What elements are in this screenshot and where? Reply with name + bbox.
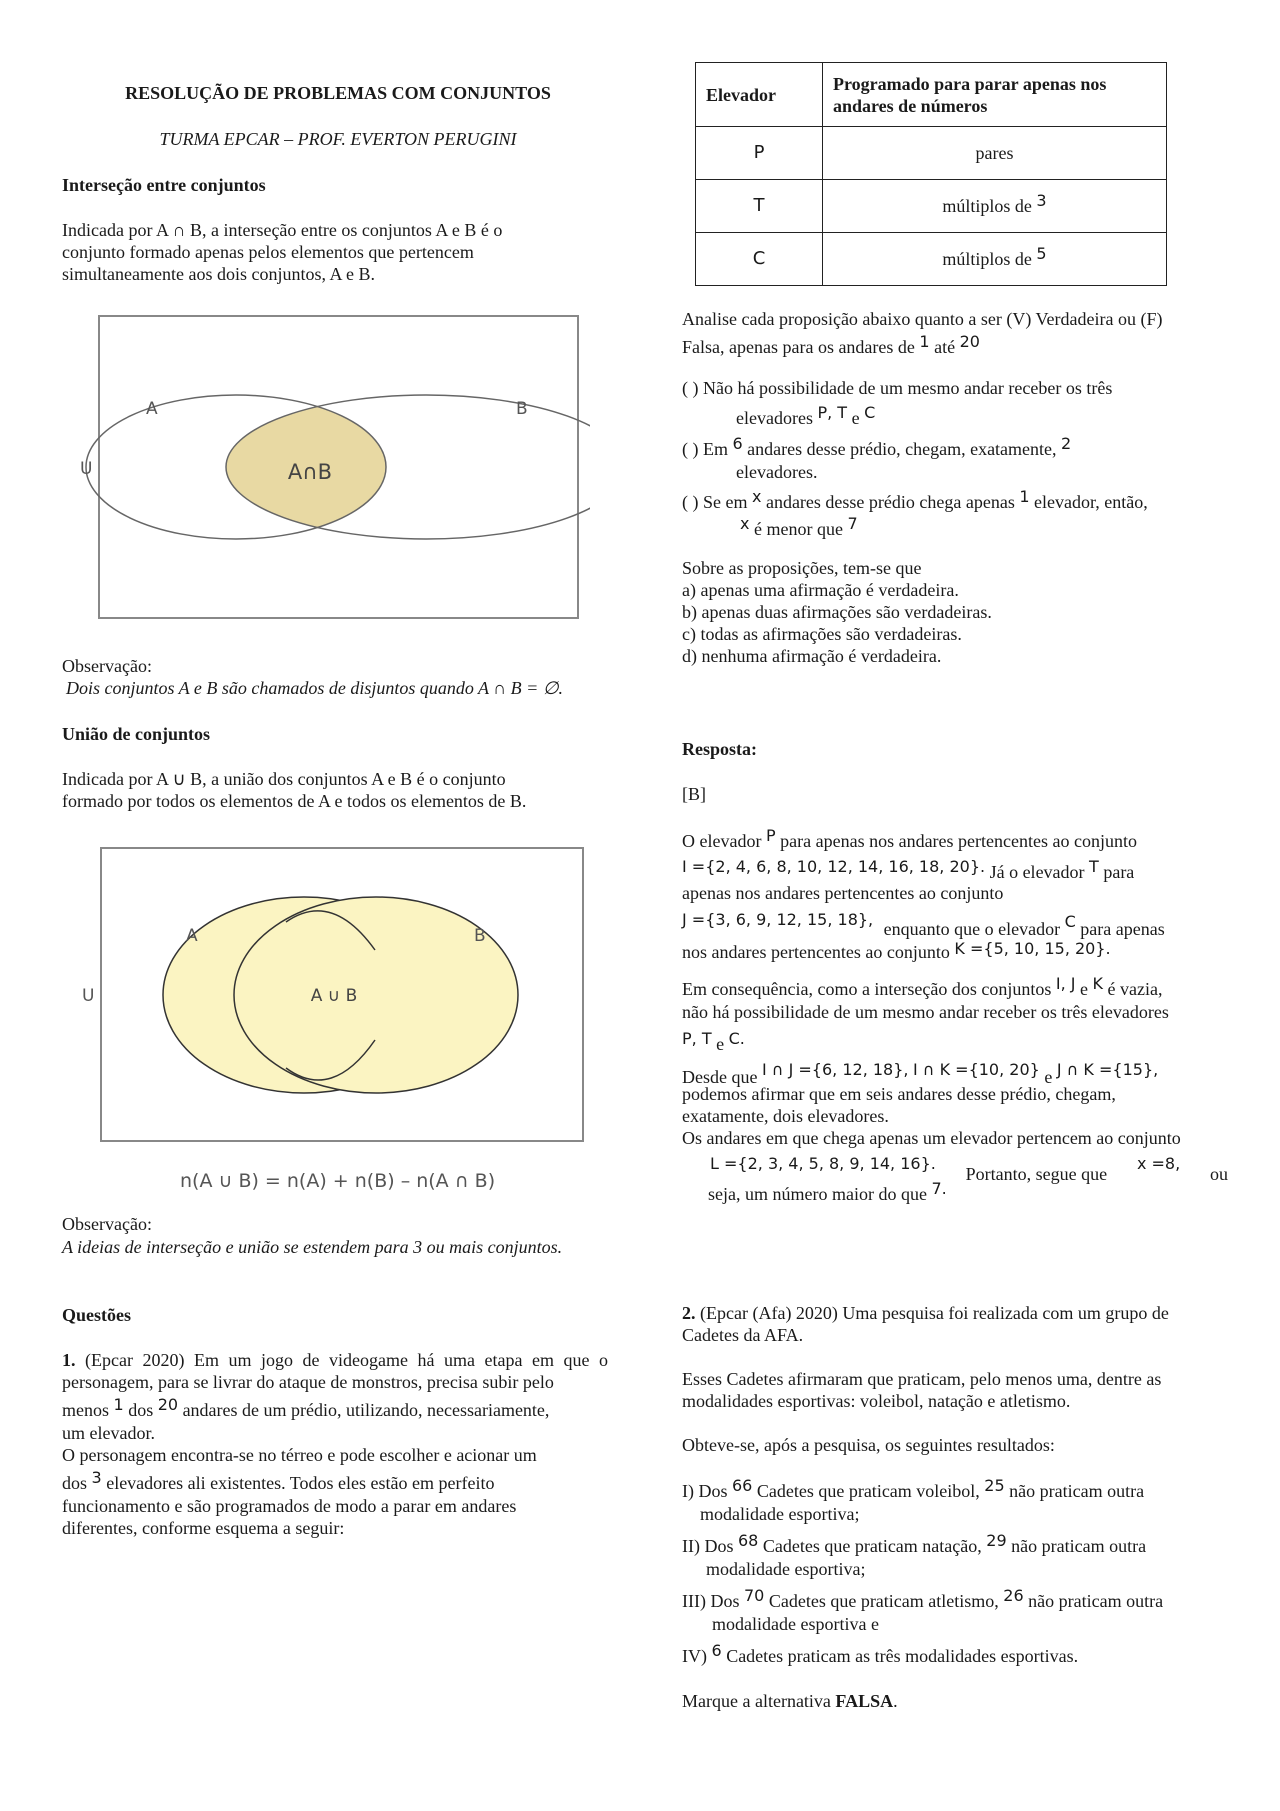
floors-text: pares (975, 143, 1014, 163)
symbol: P, T (817, 403, 848, 422)
union-observation-label: Observação: (62, 1214, 152, 1234)
text: e (1080, 979, 1088, 999)
symbol: x (740, 514, 750, 533)
answer-line: Os andares em que chega apenas um elevador pertencem ao conjunto (682, 1128, 1181, 1148)
table-cell-floors (823, 180, 1167, 233)
result-item (682, 1476, 1230, 1503)
question-2-line: Obteve-se, após a pesquisa, os seguintes resultados: (682, 1435, 1055, 1455)
number: 1 (919, 332, 930, 351)
text: menos (62, 1400, 109, 1420)
text: andares de um prédio, utilizando, necessariamente, (182, 1400, 550, 1420)
answer-line: apenas nos andares pertencentes ao conjunto (682, 883, 1004, 903)
floors-text: múltiplos de (942, 248, 1032, 269)
question-1-line: funcionamento e são programados de modo a parar em andares (62, 1496, 517, 1516)
text: (Epcar (Afa) 2020) Uma pesquisa foi realizada com um grupo de (700, 1303, 1169, 1323)
number: 7 (847, 514, 858, 533)
text: enquanto que o elevador (883, 919, 1061, 939)
set-ik: I ∩ K ={10, 20} (912, 1060, 1040, 1079)
text: III) Dos (682, 1591, 740, 1611)
table-cell-elevator: P (696, 127, 823, 180)
question-1-line: O personagem encontra-se no térreo e pode escolher e acionar um (62, 1445, 537, 1465)
intersection-label: A∩B (287, 460, 333, 484)
symbol: P, T (682, 1029, 712, 1048)
question-1-line: diferentes, conforme esquema a seguir: (62, 1518, 345, 1538)
answer-line (682, 941, 1230, 964)
floors-number: 5 (1036, 243, 1047, 263)
text: ( ) Em (682, 439, 728, 459)
text: Em consequência, como a interseção dos conjuntos (682, 979, 1052, 999)
proposition-line (740, 514, 1230, 541)
question-1 (62, 1349, 608, 1539)
number: 6 (732, 434, 743, 453)
number: 3 (91, 1468, 102, 1487)
text: II) Dos (682, 1536, 734, 1556)
symbol: I, J (1055, 974, 1076, 993)
set-jk: J ∩ K ={15}, (1056, 1060, 1159, 1079)
answer-line (710, 1153, 1228, 1184)
text: Cadetes praticam as três modalidades esportivas. (726, 1646, 1079, 1666)
answer-line (682, 826, 1230, 853)
text: não praticam outra (1011, 1536, 1147, 1556)
text: elevadores. (736, 462, 818, 482)
text: . (893, 1691, 898, 1711)
set-a-label: A (186, 926, 198, 946)
option-a: a) apenas uma afirmação é verdadeira. (682, 580, 959, 600)
options (682, 557, 1230, 667)
number: 26 (1003, 1586, 1024, 1605)
text: I) Dos (682, 1481, 728, 1501)
result-item-line: modalidade esportiva; (706, 1559, 866, 1579)
text: Desde que (682, 1067, 758, 1087)
set-j: J ={3, 6, 9, 12, 15, 18}, (682, 910, 874, 929)
number: 1 (113, 1395, 124, 1414)
elevator-table (695, 62, 1167, 286)
text: andares desse prédio chega apenas (765, 492, 1015, 512)
text: IV) (682, 1646, 707, 1666)
union-text-line: formado por todos os elementos de A e todos os elementos de B. (62, 791, 527, 811)
number: 6 (711, 1641, 722, 1660)
text: nos andares pertencentes ao conjunto (682, 942, 950, 962)
result-item-line: modalidade esportiva e (712, 1614, 879, 1634)
intersection-text-line: Indicada por A ∩ B, a interseção entre os conjuntos A e B é o (62, 220, 503, 240)
set-i: I ={2, 4, 6, 8, 10, 12, 14, 16, 18, 20}. (682, 857, 986, 876)
union-formula: n(A ∪ B) = n(A) + n(B) – n(A ∩ B) (180, 1170, 496, 1192)
text: ou (1210, 1164, 1228, 1184)
union-text-line: Indicada por A ∪ B, a união dos conjuntos A e B é o conjunto (62, 769, 506, 789)
answer-heading: Resposta: (682, 739, 757, 759)
set-ij: I ∩ J ={6, 12, 18}, (761, 1060, 909, 1079)
intersection-text-line: simultaneamente aos dois conjuntos, A e B. (62, 264, 375, 284)
question-2-number: 2. (682, 1303, 696, 1323)
proposition-3 (682, 487, 1230, 541)
table-cell-floors (823, 127, 1167, 180)
text: O elevador (682, 831, 762, 851)
text: ( ) Não há possibilidade de um mesmo andar receber os três (682, 378, 1113, 398)
symbol: x =8, (1136, 1154, 1181, 1173)
text: até (934, 337, 956, 357)
text: elevador, então, (1034, 492, 1148, 512)
option-c: c) todas as afirmações são verdadeiras. (682, 624, 962, 644)
text: Falsa, apenas para os andares de (682, 337, 915, 357)
question-2 (682, 1302, 1230, 1712)
question-1-line (62, 1468, 608, 1495)
number: 7. (931, 1179, 947, 1198)
text: elevadores (736, 408, 813, 428)
symbol: C (864, 403, 876, 422)
text: para (1103, 862, 1135, 882)
question-2-line (682, 1302, 1230, 1324)
question-1-line (62, 1349, 608, 1371)
proposition-1 (682, 377, 1230, 430)
number: 29 (986, 1531, 1007, 1550)
symbol: C. (728, 1029, 745, 1048)
table-header-program: Programado para parar apenas nos andares de números (823, 63, 1167, 127)
answer-line: podemos afirmar que em seis andares desse prédio, chegam, (682, 1084, 1116, 1104)
result-item-line: modalidade esportiva; (700, 1504, 860, 1524)
set-k: K ={5, 10, 15, 20}. (954, 939, 1111, 958)
union-text (62, 768, 622, 812)
analysis-line (682, 332, 1230, 359)
number: 2 (1061, 434, 1072, 453)
text: não praticam outra (1028, 1591, 1164, 1611)
intersection-heading: Interseção entre conjuntos (62, 175, 266, 195)
number: 68 (738, 1531, 759, 1550)
universe-label: U (80, 459, 93, 479)
table-row (696, 180, 1167, 233)
option-d: d) nenhuma afirmação é verdadeira. (682, 646, 942, 666)
emphasis: FALSA (835, 1691, 894, 1711)
number: 20 (959, 332, 980, 351)
page-title: RESOLUÇÃO DE PROBLEMAS COM CONJUNTOS (125, 83, 551, 103)
question-1-line (62, 1395, 608, 1422)
text: e (851, 408, 860, 428)
text: para apenas (1080, 919, 1165, 939)
question-1-number: 1. (62, 1350, 76, 1370)
proposition-line (682, 487, 1230, 514)
text: e (716, 1034, 725, 1054)
proposition-line (736, 403, 1230, 430)
table-cell-floors (823, 233, 1167, 286)
answer-line (682, 855, 1230, 882)
union-observation-text: A ideias de interseção e união se estendem para 3 ou mais conjuntos. (62, 1237, 563, 1257)
proposition-line (682, 434, 1230, 461)
text: ( ) Se em (682, 492, 748, 512)
result-item (682, 1641, 1230, 1668)
table-cell-elevator: C (696, 233, 823, 286)
table-row (696, 127, 1167, 180)
answer-line (682, 974, 1230, 1001)
text: Já o elevador (989, 862, 1085, 882)
text: não praticam outra (1009, 1481, 1145, 1501)
text: Marque a alternativa (682, 1691, 831, 1711)
table-row (696, 233, 1167, 286)
number: 70 (743, 1586, 765, 1605)
union-label: A ∪ B (310, 986, 358, 1006)
number: 1 (1019, 487, 1030, 506)
proposition-2 (682, 434, 1230, 483)
union-venn-diagram (70, 840, 600, 1150)
analysis-block (682, 308, 1230, 667)
symbol: C (1064, 912, 1076, 931)
table-header-elevator: Elevador (696, 63, 823, 127)
option-b: b) apenas duas afirmações são verdadeiras. (682, 602, 992, 622)
question-2-line: Cadetes da AFA. (682, 1325, 804, 1345)
text: Portanto, segue que (965, 1164, 1108, 1184)
answer-line: exatamente, dois elevadores. (682, 1106, 889, 1126)
answer-explanation (682, 826, 1230, 1206)
text: Cadetes que praticam atletismo, (768, 1591, 999, 1611)
intersection-observation-text: Dois conjuntos A e B são chamados de disjuntos quando A ∩ B = ∅. (66, 678, 563, 698)
number: 66 (732, 1476, 753, 1495)
text: elevadores ali existentes. Todos eles estão em perfeito (106, 1473, 495, 1493)
set-a-label: A (146, 399, 158, 419)
table-cell-elevator: T (696, 180, 823, 233)
answer-line: não há possibilidade de um mesmo andar receber os três elevadores (682, 1002, 1169, 1022)
analysis-line: Analise cada proposição abaixo quanto a ser (V) Verdadeira ou (F) (682, 309, 1163, 329)
question-1-text: (Epcar 2020) Em um jogo de videogame há uma etapa em que o (85, 1350, 609, 1370)
floors-text: múltiplos de (942, 195, 1032, 216)
question-1-line: um elevador. (62, 1423, 155, 1443)
result-item (682, 1586, 1230, 1613)
text: e (1044, 1067, 1053, 1087)
answer-value: [B] (682, 784, 706, 804)
text: seja, um número maior do que (708, 1184, 927, 1204)
text: andares desse prédio, chegam, exatamente, (747, 439, 1057, 459)
intersection-observation-label: Observação: (62, 656, 152, 676)
set-b-label: B (516, 399, 528, 419)
text: Cadetes que praticam natação, (762, 1536, 982, 1556)
text: Cadetes que praticam voleibol, (756, 1481, 980, 1501)
answer-line (708, 1179, 1230, 1206)
symbol: K (1092, 974, 1103, 993)
number: 20 (157, 1395, 179, 1414)
question-2-line: modalidades esportivas: voleibol, natação e atletismo. (682, 1391, 1071, 1411)
page-subtitle: TURMA EPCAR – PROF. EVERTON PERUGINI (159, 129, 517, 149)
text: é menor que (753, 519, 843, 539)
question-2-line: Esses Cadetes afirmaram que praticam, pelo menos uma, dentre as (682, 1369, 1162, 1389)
text: para apenas nos andares pertencentes ao conjunto (780, 831, 1137, 851)
result-item (682, 1531, 1230, 1558)
answer-line (682, 1058, 1230, 1087)
answer-line (682, 908, 1230, 939)
text: dos (62, 1473, 88, 1493)
text: é vazia, (1107, 979, 1163, 999)
intersection-text (62, 219, 622, 285)
union-heading: União de conjuntos (62, 724, 211, 744)
answer-line (682, 1027, 1230, 1054)
intersection-text-line: conjunto formado apenas pelos elementos que pertencem (62, 242, 474, 262)
text: dos (128, 1400, 154, 1420)
symbol: T (1089, 857, 1099, 876)
options-intro: Sobre as proposições, tem-se que (682, 558, 922, 578)
symbol: P (765, 826, 776, 845)
set-b-label: B (474, 926, 486, 946)
number: 25 (984, 1476, 1005, 1495)
questions-heading: Questões (62, 1305, 131, 1325)
symbol: x (751, 487, 762, 506)
table-header-row (696, 63, 1167, 127)
universe-label: U (82, 986, 95, 1006)
set-l: L ={2, 3, 4, 5, 8, 9, 14, 16}. (710, 1154, 936, 1173)
question-2-final (682, 1690, 1230, 1712)
question-1-line: personagem, para se livrar do ataque de monstros, precisa subir pelo (62, 1372, 554, 1392)
intersection-venn-diagram (70, 312, 590, 622)
floors-number: 3 (1036, 190, 1047, 210)
